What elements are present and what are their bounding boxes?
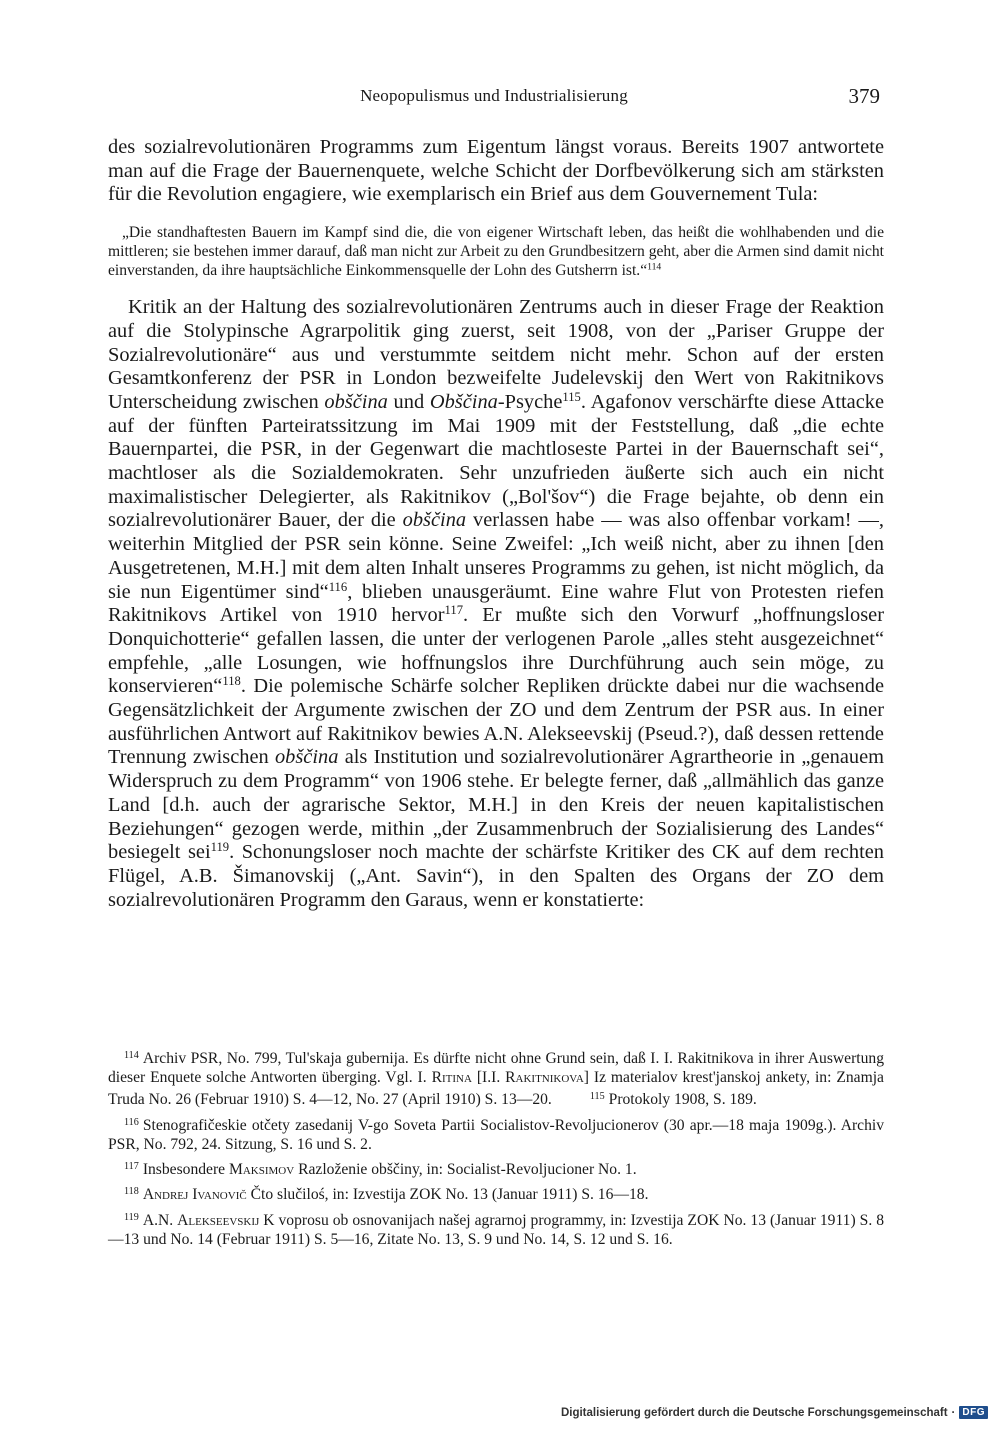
footnote-118 bbox=[108, 1182, 884, 1204]
footnote-text: Protokoly 1908, S. 189. bbox=[608, 1091, 757, 1109]
paragraph-text: des sozialrevolutionären Programms zum Eigentum längst voraus. Bereits 1907 antwortete man auf die Frage der Bauernenquete, welche Schicht der Dorfbevölkerung sich am stärksten für die Revolution engagiere, wie exemplarisch ein Brief aus dem Gouvernement Tula: bbox=[108, 136, 884, 206]
footnote-text: K voprosu ob osnovanijach našej agrarnoj programmy, in: Izvestija ZOK No. 13 (Januar 1911) S. 8—13 und No. 14 (Februar 1911) S. 5—16, Zitate No. 13, S. 9 und No. 14, S. 12 und S. 16. bbox=[108, 1211, 885, 1248]
footnote-text: Čto slučiloś, in: Izvestija ZOK No. 13 (Januar 1911) S. 16—18. bbox=[246, 1186, 649, 1204]
footnote-number: 117 bbox=[124, 1161, 139, 1173]
quote-text: „Die standhaftesten Bauern im Kampf sind die, die von eigener Wirtschaft leben, das heißt die wohlhabenden und die mittleren; sie bestehen immer darauf, daß man nicht zur Arbeit zu den Grundbesitzern geht, aber die Armen sind damit nicht einverstanden, da ihre hauptsächliche Einkommensquelle der Lohn des Gutsherrn ist.“ bbox=[108, 224, 884, 280]
author-name: Andrej Ivanovič bbox=[142, 1186, 247, 1204]
footnote-ref[interactable]: 114 bbox=[647, 261, 662, 273]
footnote-number: 119 bbox=[124, 1211, 139, 1223]
author-name: Rakitnikova bbox=[505, 1069, 584, 1087]
body-text bbox=[108, 136, 884, 912]
footnote-ref[interactable]: 117 bbox=[444, 603, 464, 618]
footnote-116 bbox=[108, 1113, 884, 1154]
paragraph-text: . Schonungsloser noch machte der schärfste Kritiker des CK auf dem rechten Flügel, A.B. Šimanovskij („Ant. Savin“), in den Spalten des Organs der ZO dem sozialrevolutionären Programm den Garaus, wenn er konstatierte: bbox=[108, 841, 884, 911]
paragraph-text: . Die polemische Schärfe solcher Repliken drückte dabei nur die wachsende Gegensätzlichkeit der Argumente zwischen der ZO und dem Zentrum der PSR aus. In einer ausführlichen Antwort auf Rakitnikov bewies A.N. Alekseevskij (Pseud.?), daß dessen rettende Trennung zwischen bbox=[108, 675, 884, 769]
italic-term: obščina bbox=[274, 746, 339, 769]
digitization-credit bbox=[561, 1406, 988, 1419]
paragraph-text: Kritik an der Haltung des sozialrevolutionären Zentrums auch in dieser Frage der Reaktion auf die Stolypinsche Agrarpolitik ging zuerst, seit 1908, von der „Pariser Gruppe der Sozialrevolutionäre“ aus und verstummte seitdem nicht mehr. Schon auf der ersten Gesamtkonferenz der PSR in London bezweifelte Judelevskij den Wert von Rakitnikovs Unterscheidung zwischen bbox=[108, 296, 884, 413]
footnote-text: A.N. bbox=[142, 1211, 178, 1229]
paragraph-text: -Psyche bbox=[497, 390, 563, 413]
page-header bbox=[108, 86, 880, 116]
footnote-number: 118 bbox=[124, 1186, 139, 1198]
paragraph-1 bbox=[108, 136, 884, 207]
author-name: Alekseevskij bbox=[177, 1211, 260, 1229]
footnote-number: 115 bbox=[589, 1091, 605, 1103]
block-quote bbox=[108, 223, 884, 280]
running-title: Neopopulismus und Industrialisierung bbox=[360, 86, 628, 105]
author-name: Maksimov bbox=[228, 1161, 295, 1179]
footnote-119 bbox=[108, 1208, 884, 1249]
credit-separator: · bbox=[951, 1406, 956, 1419]
author-name: Ritina bbox=[431, 1069, 472, 1087]
footnote-number: 116 bbox=[124, 1116, 139, 1128]
italic-term: obščina bbox=[324, 390, 388, 413]
footnote-text: Razloženie obščiny, in: Socialist-Revoljucioner No. 1. bbox=[294, 1161, 637, 1179]
footnotes bbox=[108, 1046, 884, 1252]
footnote-number: 114 bbox=[124, 1050, 139, 1061]
paragraph-text: verlassen habe — was also offenbar vorkam! —, weiterhin Mitglied der PSR sein könne. Seine Zweifel: „Ich weiß nicht, aber zu ihnen [den Ausgetretenen, M.H.] mit dem alten Inhalt unseres Programms zu gehen, ist nicht möglich, da sie nun Eigentümer sind“ bbox=[108, 509, 884, 603]
credit-text: Digitalisierung gefördert durch die Deutsche Forschungsgemeinschaft bbox=[560, 1406, 948, 1419]
paragraph-text: , blieben unausgeräumt. Eine wahre Flut von Protesten riefen Rakitnikovs Artikel von 1910 hervor bbox=[108, 580, 884, 627]
paragraph-2 bbox=[108, 296, 884, 912]
italic-term: obščina bbox=[402, 509, 467, 532]
footnote-ref[interactable]: 116 bbox=[328, 579, 348, 594]
footnote-114 bbox=[108, 1046, 884, 1110]
paragraph-text: und bbox=[387, 390, 430, 413]
footnote-text: ] Iz materialov krest'janskoj ankety, in: Znamja Truda No. 26 (Februar 1910) S. 4—12, No. 27 (April 1910) S. 13—20. bbox=[108, 1069, 884, 1109]
page-number: 379 bbox=[848, 84, 880, 108]
footnote-ref[interactable]: 115 bbox=[562, 389, 581, 404]
footnote-ref[interactable]: 118 bbox=[222, 674, 241, 689]
paragraph-text: . Agafonov verschärfte diese Attacke auf der fünften Parteiratssitzung im Mai 1909 mit der Feststellung, daß „die echte Bauernpartei, die PSR, in der Gegenwart die machtloseste Partei in der Bauernschaft sei“, machtloser als die Sozialdemokraten. Sehr unzufrieden äußerte sich auch ein nicht maximalistischer Delegierter, als Rakitnikov („Bol'šov“) die Frage bejahte, ob denn ein sozialrevolutionärer Bauer, der die bbox=[108, 390, 884, 532]
footnote-ref[interactable]: 119 bbox=[210, 840, 230, 855]
paragraph-text: als Institution und sozialrevolutionärer Agrartheorie in „genauem Widerspruch zu dem Programm“ von 1906 stehe. Er belegte ferner, daß „allmählich das ganze Land [d.h. auch der agrarische Sektor, M.H.] in den Kreis der neuen kapitalistischen Beziehungen“ gezogen werde, mithin „der Zusammenbruch der Sozialisierung des Landes“ besiegelt sei bbox=[108, 746, 885, 864]
footnote-117 bbox=[108, 1157, 884, 1179]
footnote-text: Archiv PSR, No. 799, Tul'skaja gubernija. Es dürfte nicht ohne Grund sein, daß I. I. Rakitnikova in ihrer Auswertung dieser Enquete solche Antworten überging. Vgl. I. bbox=[108, 1050, 884, 1087]
dfg-logo: DFG bbox=[959, 1406, 988, 1419]
paragraph-text: . Er mußte sich den Vorwurf „hoffnungsloser Donquichotterie“ gefallen lassen, die unter der verlogenen Parole „alles steht ausgezeichnet“ empfehle, „alle Losungen, wie hoffnungslos ihre Durchführung auch sein möge, zu konservieren“ bbox=[108, 604, 884, 698]
footnote-text: Stenografičeskie otčety zasedanij V-go Soveta Partii Socialistov-Revoljucionerov (30 apr.—18 maja 1909g.). Archiv PSR, No. 792, 24. Sitzung, S. 16 und S. 2. bbox=[108, 1116, 884, 1153]
footnote-text: [I.I. bbox=[471, 1069, 506, 1087]
footnote-text: Insbesondere bbox=[142, 1161, 229, 1179]
italic-term: Obščina bbox=[429, 390, 498, 413]
